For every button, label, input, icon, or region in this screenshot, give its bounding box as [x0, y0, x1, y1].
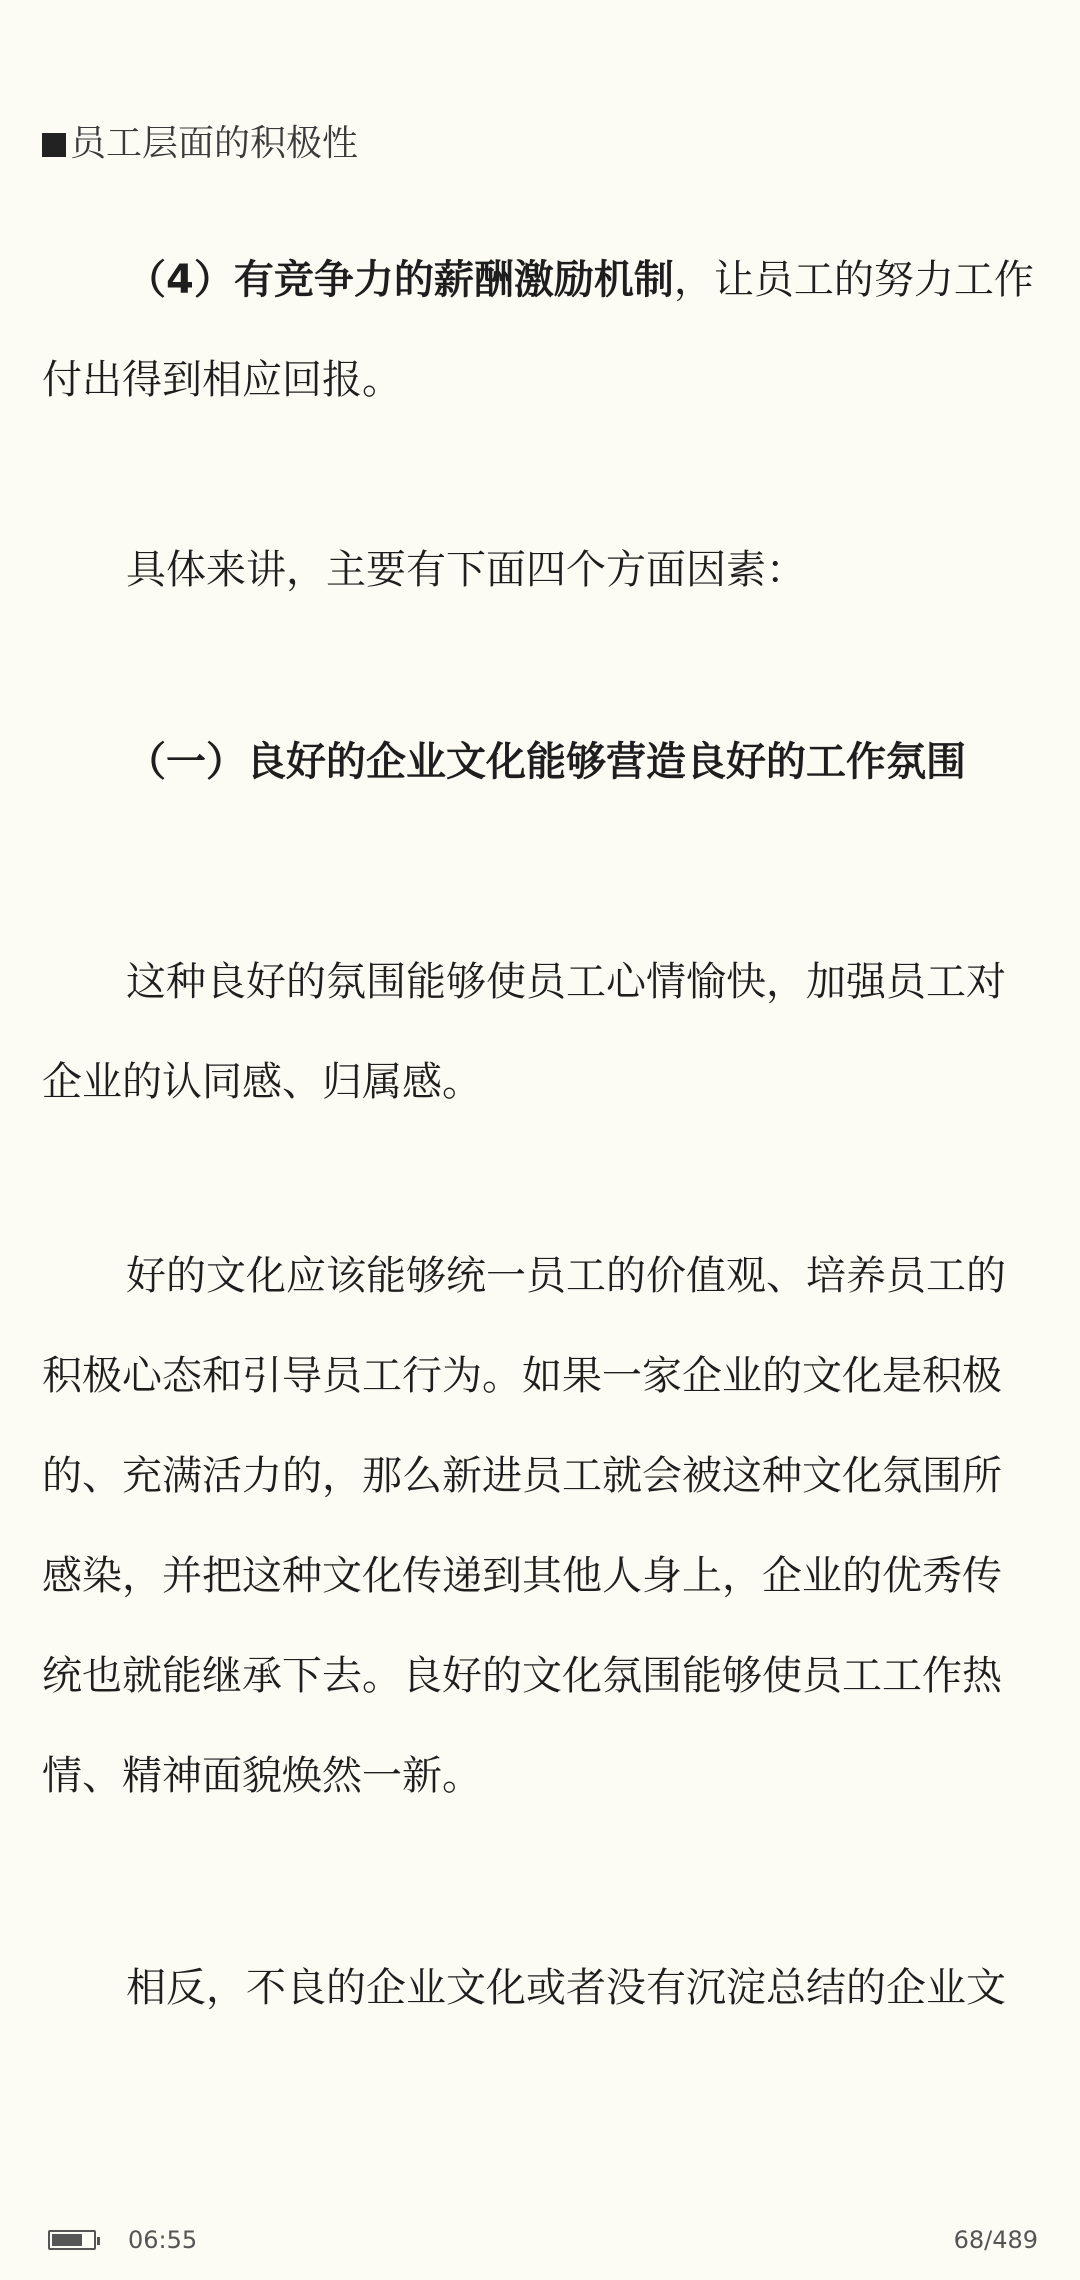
- paragraph-line: 情、精神面貌焕然一新。: [42, 1753, 482, 1799]
- paragraph-line: 企业的认同感、归属感。: [42, 1059, 482, 1105]
- paragraph-3: [42, 932, 1038, 1132]
- paragraph-line: 积极心态和引导员工行为。如果一家企业的文化是积极: [42, 1353, 1002, 1399]
- battery-icon: [48, 2230, 96, 2250]
- paragraph-line: 好的文化应该能够统一员工的价值观、培养员工的: [126, 1253, 1006, 1299]
- page-indicator[interactable]: 68/489: [953, 2226, 1038, 2254]
- paragraph-line: 这种良好的氛围能够使员工心情愉快，加强员工对: [126, 959, 1006, 1005]
- section-header: [42, 122, 358, 166]
- clock: 06:55: [128, 2226, 198, 2254]
- paragraph-line: 付出得到相应回报。: [42, 357, 402, 403]
- paragraph-line: 感染，并把这种文化传递到其他人身上，企业的优秀传: [42, 1553, 1002, 1599]
- square-bullet-icon: [42, 133, 66, 157]
- paragraph-line: [42, 230, 1038, 330]
- paragraph-line: 相反，不良的企业文化或者没有沉淀总结的企业文: [126, 1965, 1006, 2011]
- paragraph-4: [42, 1226, 1038, 1826]
- item-number: （4）: [126, 257, 234, 303]
- battery-tip: [97, 2237, 100, 2245]
- paragraph-line: 统也就能继承下去。良好的文化氛围能够使员工工作热: [42, 1653, 1002, 1699]
- paragraph-1: [42, 230, 1038, 430]
- subheading: [42, 712, 1038, 812]
- section-title: 员工层面的积极性: [70, 123, 359, 164]
- battery-level: [52, 2234, 82, 2246]
- paragraph-2: [42, 520, 1038, 620]
- paragraph-line: 的、充满活力的，那么新进员工就会被这种文化氛围所: [42, 1453, 1002, 1499]
- reader-status-bar: [0, 2200, 1080, 2280]
- subheading-text: （一）良好的企业文化能够营造良好的工作氛围: [126, 739, 966, 785]
- bold-phrase: 有竞争力的薪酬激励机制: [233, 257, 674, 303]
- paragraph-5: [42, 1938, 1038, 2038]
- paragraph-text: ，让员工的努力工作: [673, 257, 1034, 303]
- paragraph-line: 具体来讲，主要有下面四个方面因素：: [126, 547, 806, 593]
